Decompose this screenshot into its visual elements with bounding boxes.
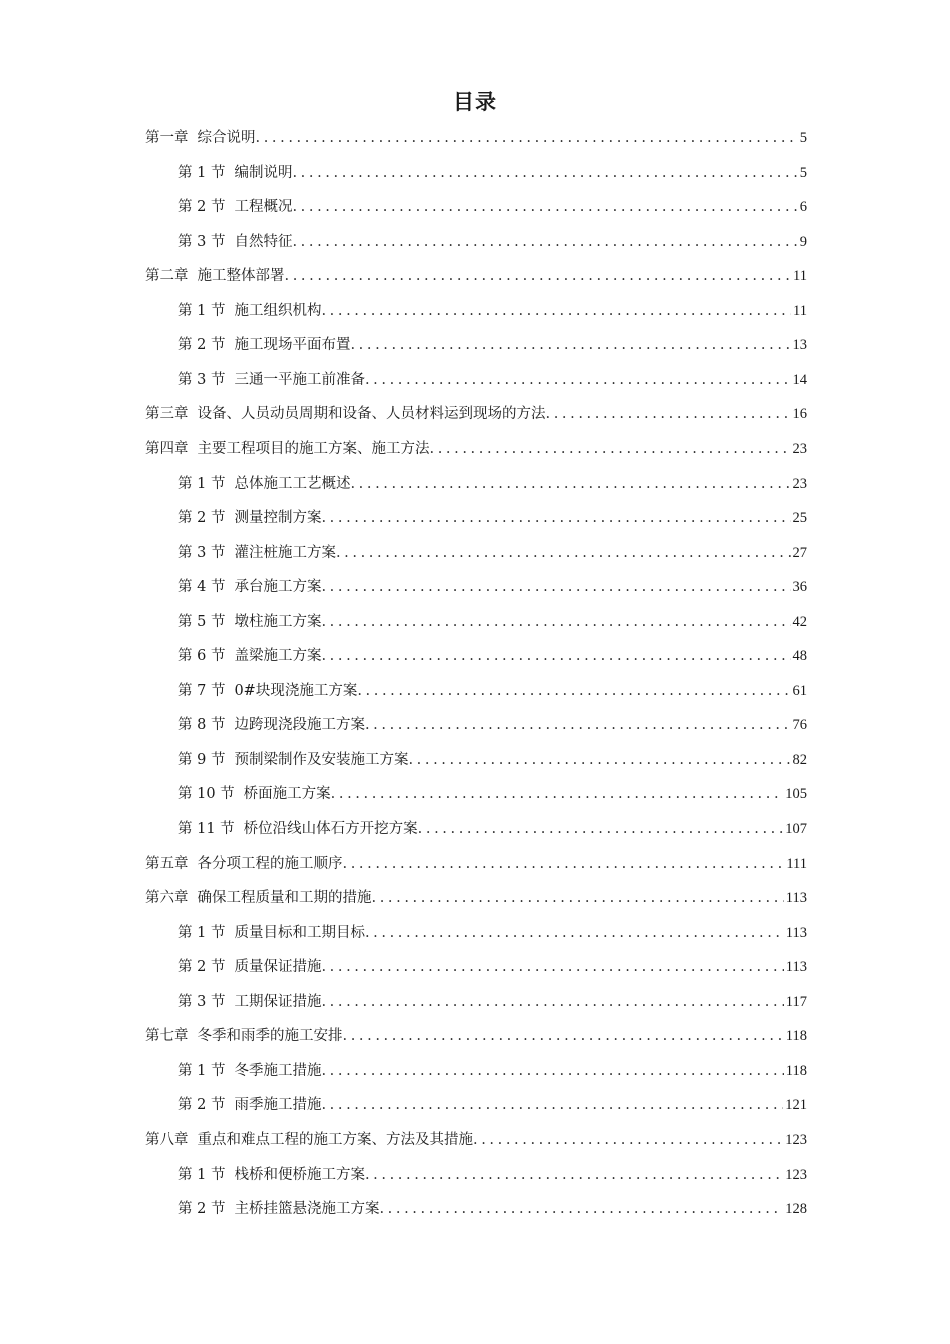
toc-entry-title: 施工整体部署 bbox=[197, 268, 285, 285]
toc-entry-number: 第 1 节 bbox=[178, 302, 226, 319]
toc-entry-number: 第四章 bbox=[145, 440, 189, 457]
toc-entry-number: 第 1 节 bbox=[178, 475, 226, 492]
toc-section-row[interactable] bbox=[178, 501, 807, 535]
toc-entry-title: 三通一平施工前准备 bbox=[234, 371, 365, 388]
toc-entry-label bbox=[178, 156, 292, 190]
toc-section-row[interactable] bbox=[178, 1158, 807, 1192]
toc-section-row[interactable] bbox=[178, 1192, 807, 1226]
toc-dot-leader bbox=[256, 121, 798, 155]
toc-page-number: 48 bbox=[792, 648, 807, 665]
toc-entry-label bbox=[178, 225, 292, 259]
toc-entry-label bbox=[145, 847, 343, 881]
page-title: 目录 bbox=[453, 90, 497, 114]
toc-entry-number: 第 3 节 bbox=[178, 993, 226, 1010]
toc-entry-number: 第 2 节 bbox=[178, 1201, 226, 1218]
toc-page-number: 82 bbox=[792, 751, 807, 768]
toc-page-number: 61 bbox=[792, 682, 807, 699]
toc-entry-number: 第五章 bbox=[145, 855, 189, 872]
toc-page-number: 11 bbox=[793, 268, 807, 285]
toc-entry-title: 质量保证措施 bbox=[234, 959, 322, 976]
toc-page-number: 23 bbox=[792, 440, 807, 457]
toc-entry-number: 第二章 bbox=[145, 268, 189, 285]
toc-page-number: 42 bbox=[792, 613, 807, 630]
toc-entry-number: 第三章 bbox=[145, 406, 189, 423]
toc-page-number: 6 bbox=[799, 199, 807, 216]
toc-page-number: 23 bbox=[792, 475, 807, 492]
toc-section-row[interactable] bbox=[178, 156, 807, 190]
toc-entry-label bbox=[178, 708, 365, 742]
toc-page-number: 36 bbox=[792, 579, 807, 596]
toc-entry-title: 测量控制方案 bbox=[234, 510, 322, 527]
toc-section-row[interactable] bbox=[178, 294, 807, 328]
toc-entry-number: 第 1 节 bbox=[178, 1166, 226, 1183]
toc-page-number: 27 bbox=[792, 544, 807, 561]
toc-page-number: 25 bbox=[792, 510, 807, 527]
toc-entry-title: 灌注桩施工方案 bbox=[234, 544, 336, 561]
toc-dot-leader bbox=[473, 1123, 783, 1157]
toc-entry-title: 冬季和雨季的施工安排 bbox=[197, 1028, 343, 1045]
toc-entry-label bbox=[178, 1088, 321, 1122]
toc-chapter-row[interactable] bbox=[145, 1019, 807, 1053]
toc-entry-label bbox=[178, 950, 321, 984]
toc-page-number: 5 bbox=[799, 130, 807, 146]
toc-entry-title: 盖梁施工方案 bbox=[234, 648, 322, 665]
toc-entry-label bbox=[178, 501, 321, 535]
toc-dot-leader bbox=[321, 501, 790, 535]
toc-page-number: 113 bbox=[785, 890, 807, 907]
toc-entry-title: 栈桥和便桥施工方案 bbox=[234, 1166, 365, 1183]
toc-entry-title: 工期保证措施 bbox=[234, 993, 322, 1010]
toc-entry-label bbox=[178, 812, 418, 846]
toc-dot-leader bbox=[292, 225, 797, 259]
toc-entry-label bbox=[178, 639, 321, 673]
toc-entry-label bbox=[178, 328, 350, 362]
toc-dot-leader bbox=[285, 259, 792, 293]
toc-dot-leader bbox=[321, 605, 790, 639]
toc-entry-number: 第六章 bbox=[145, 890, 189, 907]
toc-section-row[interactable] bbox=[178, 985, 807, 1019]
toc-entry-number: 第 3 节 bbox=[178, 544, 226, 561]
toc-chapter-row[interactable] bbox=[145, 847, 807, 881]
toc-section-row[interactable] bbox=[178, 1088, 807, 1122]
toc-section-row[interactable] bbox=[178, 950, 807, 984]
toc-entry-number: 第 3 节 bbox=[178, 233, 226, 250]
toc-entry-title: 质量目标和工期目标 bbox=[234, 924, 365, 941]
toc-dot-leader bbox=[408, 743, 790, 777]
toc-dot-leader bbox=[321, 1054, 783, 1088]
toc-entry-label bbox=[145, 1123, 473, 1157]
toc-page-number: 128 bbox=[785, 1201, 807, 1218]
toc-dot-leader bbox=[321, 1088, 783, 1122]
toc-entry-title: 重点和难点工程的施工方案、方法及其措施 bbox=[197, 1131, 473, 1148]
toc-entry-title: 确保工程质量和工期的措施 bbox=[197, 890, 372, 907]
toc-section-row[interactable] bbox=[178, 743, 807, 777]
toc-entry-title: 边跨现浇段施工方案 bbox=[234, 717, 365, 734]
toc-dot-leader bbox=[365, 363, 791, 397]
toc-section-row[interactable] bbox=[178, 605, 807, 639]
toc-page-number: 16 bbox=[792, 406, 807, 423]
toc-dot-leader bbox=[292, 190, 797, 224]
toc-page-number: 118 bbox=[785, 1028, 807, 1045]
toc-entry-title: 0#块现浇施工方案 bbox=[234, 682, 358, 699]
toc-dot-leader bbox=[546, 397, 791, 431]
toc-dot-leader bbox=[331, 777, 784, 811]
toc-page-number: 117 bbox=[785, 993, 807, 1010]
toc-dot-leader bbox=[365, 708, 791, 742]
toc-dot-leader bbox=[350, 328, 790, 362]
toc-entry-number: 第 1 节 bbox=[178, 924, 226, 941]
toc-entry-label bbox=[178, 674, 357, 708]
toc-entry-label bbox=[178, 743, 408, 777]
toc-dot-leader bbox=[321, 950, 783, 984]
toc-entry-title: 桥面施工方案 bbox=[243, 786, 331, 803]
toc-entry-label bbox=[178, 570, 321, 604]
toc-entry-number: 第 11 节 bbox=[178, 821, 235, 837]
toc-dot-leader bbox=[321, 985, 783, 1019]
toc-page-number: 113 bbox=[785, 924, 807, 941]
toc-section-row[interactable] bbox=[178, 1054, 807, 1088]
toc-chapter-row[interactable] bbox=[145, 121, 807, 155]
toc-entry-label bbox=[178, 916, 365, 950]
toc-entry-label bbox=[145, 259, 285, 293]
toc-page-number: 14 bbox=[792, 371, 807, 388]
toc-page-number: 123 bbox=[785, 1166, 807, 1183]
toc-entry-label bbox=[178, 190, 292, 224]
toc-entry-title: 墩柱施工方案 bbox=[234, 613, 322, 630]
toc-dot-leader bbox=[321, 294, 791, 328]
toc-entry-title: 各分项工程的施工顺序 bbox=[197, 855, 343, 872]
toc-entry-number: 第一章 bbox=[145, 130, 189, 146]
toc-entry-title: 施工现场平面布置 bbox=[234, 337, 351, 354]
toc-entry-title: 冬季施工措施 bbox=[234, 1062, 322, 1079]
toc-section-row[interactable] bbox=[178, 639, 807, 673]
toc-page-number: 121 bbox=[785, 1097, 807, 1114]
toc-dot-leader bbox=[292, 156, 797, 190]
toc-section-row[interactable] bbox=[178, 190, 807, 224]
toc-section-row[interactable] bbox=[178, 674, 807, 708]
toc-entry-number: 第 2 节 bbox=[178, 199, 226, 216]
toc-entry-label bbox=[178, 294, 321, 328]
toc-entry-title: 雨季施工措施 bbox=[234, 1097, 322, 1114]
toc-entry-number: 第 5 节 bbox=[178, 613, 226, 630]
toc-entry-title: 主桥挂篮悬浇施工方案 bbox=[234, 1201, 380, 1218]
toc-entry-label bbox=[145, 1019, 343, 1053]
toc-entry-label bbox=[178, 777, 331, 811]
toc-section-row[interactable] bbox=[178, 536, 807, 570]
toc-dot-leader bbox=[343, 1019, 784, 1053]
toc-entry-title: 承台施工方案 bbox=[234, 579, 322, 596]
toc-dot-leader bbox=[365, 916, 784, 950]
toc-entry-label bbox=[178, 1158, 365, 1192]
toc-section-row[interactable] bbox=[178, 363, 807, 397]
toc-entry-number: 第 9 节 bbox=[178, 751, 226, 768]
toc-entry-number: 第 1 节 bbox=[178, 164, 226, 181]
toc-section-row[interactable] bbox=[178, 328, 807, 362]
toc-dot-leader bbox=[350, 467, 790, 501]
toc-entry-title: 主要工程项目的施工方案、施工方法 bbox=[197, 440, 430, 457]
toc-page-number: 9 bbox=[799, 233, 807, 250]
toc-entry-title: 总体施工工艺概述 bbox=[234, 475, 351, 492]
toc-entry-number: 第 2 节 bbox=[178, 510, 226, 527]
toc-dot-leader bbox=[343, 847, 785, 881]
toc-entry-number: 第七章 bbox=[145, 1028, 189, 1045]
toc-entry-label bbox=[178, 536, 336, 570]
toc-dot-leader bbox=[336, 536, 791, 570]
toc-entry-label bbox=[178, 1054, 321, 1088]
toc-entry-label bbox=[145, 881, 372, 915]
toc-section-row[interactable] bbox=[178, 812, 807, 846]
toc-entry-title: 编制说明 bbox=[234, 164, 293, 181]
toc-dot-leader bbox=[418, 812, 784, 846]
toc-page-number: 107 bbox=[785, 821, 807, 837]
toc-entry-number: 第八章 bbox=[145, 1131, 189, 1148]
toc-entry-label bbox=[178, 363, 365, 397]
toc-entry-title: 预制梁制作及安装施工方案 bbox=[234, 751, 409, 768]
toc-entry-label bbox=[178, 605, 321, 639]
toc-entry-label bbox=[145, 121, 256, 155]
toc-chapter-row[interactable] bbox=[145, 881, 807, 915]
toc-dot-leader bbox=[372, 881, 784, 915]
toc-section-row[interactable] bbox=[178, 467, 807, 501]
toc-dot-leader bbox=[321, 639, 790, 673]
toc-dot-leader bbox=[379, 1192, 783, 1226]
toc-section-row[interactable] bbox=[178, 708, 807, 742]
toc-page-number: 105 bbox=[785, 786, 807, 803]
toc-page-number: 11 bbox=[793, 302, 807, 319]
toc-page-number: 111 bbox=[786, 855, 807, 872]
toc-entry-number: 第 10 节 bbox=[178, 786, 235, 803]
toc-entry-label bbox=[178, 1192, 379, 1226]
toc-page-number: 123 bbox=[785, 1131, 807, 1148]
toc-section-row[interactable] bbox=[178, 570, 807, 604]
toc-chapter-row[interactable] bbox=[145, 432, 807, 466]
toc-page-number: 13 bbox=[792, 337, 807, 354]
toc-entry-title: 综合说明 bbox=[197, 130, 256, 146]
toc-page-number: 76 bbox=[792, 717, 807, 734]
toc-dot-leader bbox=[430, 432, 791, 466]
toc-entry-label bbox=[145, 432, 430, 466]
toc-page-number: 113 bbox=[785, 959, 807, 976]
toc-entry-title: 施工组织机构 bbox=[234, 302, 322, 319]
toc-dot-leader bbox=[357, 674, 790, 708]
toc-entry-number: 第 1 节 bbox=[178, 1062, 226, 1079]
toc-dot-leader bbox=[365, 1158, 783, 1192]
toc-entry-number: 第 3 节 bbox=[178, 371, 226, 388]
toc-entry-number: 第 4 节 bbox=[178, 579, 226, 596]
toc-entry-number: 第 2 节 bbox=[178, 337, 226, 354]
toc-entry-number: 第 6 节 bbox=[178, 648, 226, 665]
toc-chapter-row[interactable] bbox=[145, 397, 807, 431]
toc-chapter-row[interactable] bbox=[145, 1123, 807, 1157]
toc-page-number: 118 bbox=[785, 1062, 807, 1079]
toc-section-row[interactable] bbox=[178, 916, 807, 950]
toc-dot-leader bbox=[321, 570, 790, 604]
toc-section-row[interactable] bbox=[178, 225, 807, 259]
toc-entry-number: 第 2 节 bbox=[178, 959, 226, 976]
toc-entry-label bbox=[145, 397, 546, 431]
toc-entry-label bbox=[178, 467, 350, 501]
toc-page-number: 5 bbox=[799, 164, 807, 181]
toc-entry-title: 设备、人员动员周期和设备、人员材料运到现场的方法 bbox=[197, 406, 546, 423]
toc-entry-title: 自然特征 bbox=[234, 233, 293, 250]
toc-entry-number: 第 8 节 bbox=[178, 717, 226, 734]
toc-chapter-row[interactable] bbox=[145, 259, 807, 293]
toc-entry-title: 工程概况 bbox=[234, 199, 293, 216]
toc-entry-number: 第 7 节 bbox=[178, 682, 226, 699]
toc-entry-label bbox=[178, 985, 321, 1019]
toc-section-row[interactable] bbox=[178, 777, 807, 811]
toc-entry-title: 桥位沿线山体石方开挖方案 bbox=[243, 821, 418, 837]
toc-entry-number: 第 2 节 bbox=[178, 1097, 226, 1114]
